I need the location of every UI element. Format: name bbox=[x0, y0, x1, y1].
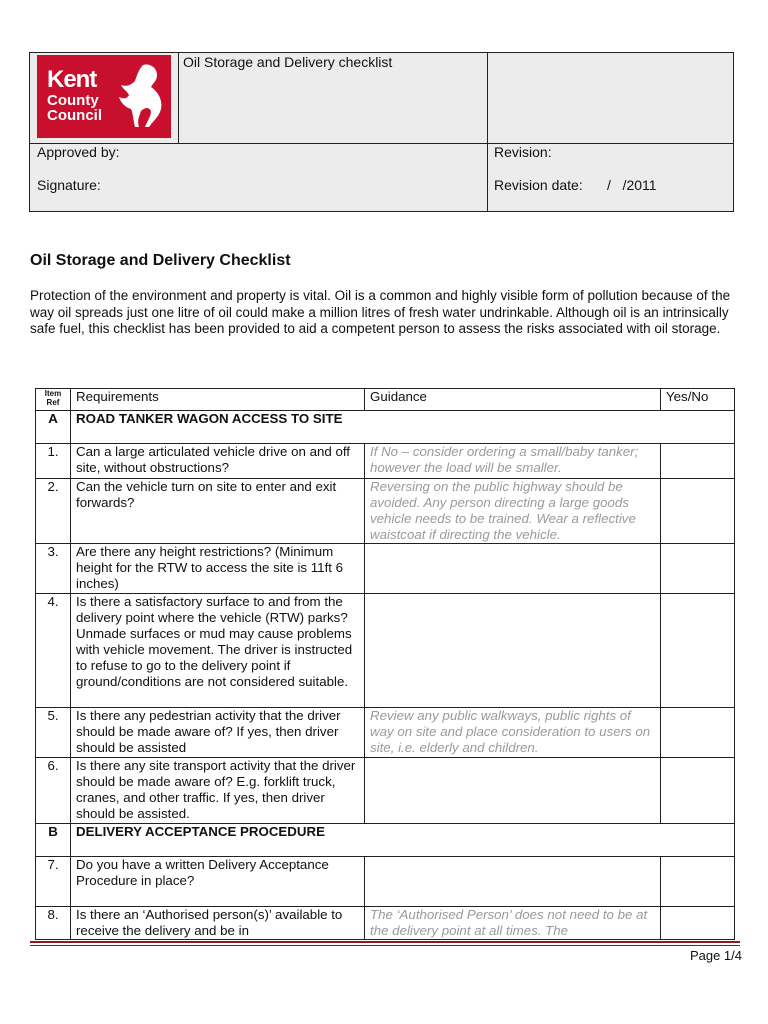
horse-icon bbox=[113, 61, 167, 131]
yes-no-cell[interactable] bbox=[661, 708, 735, 758]
row-guidance: If No – consider ordering a small/baby tanker; however the load will be smaller. bbox=[365, 444, 661, 479]
checklist-table bbox=[35, 388, 735, 940]
yes-no-cell[interactable] bbox=[661, 758, 735, 824]
revision-label: Revision: bbox=[494, 144, 552, 160]
row-requirement: Is there a satisfactory surface to and from the delivery point where the vehicle (RTW) parks? Unmade surfaces or mud may cause problems with vehicle movement. The driver is instructed to refuse to go to the delivery point if ground/conditions are not considered suitable. bbox=[71, 594, 365, 708]
row-requirement: Is there any pedestrian activity that the driver should be made aware of? If yes, then driver should be assisted bbox=[71, 708, 365, 758]
row-requirement: Can a large articulated vehicle drive on and off site, without obstructions? bbox=[71, 444, 365, 479]
table-header-row bbox=[36, 389, 735, 411]
table-row bbox=[36, 708, 735, 758]
row-guidance: Reversing on the public highway should be avoided. Any person directing a large goods vehicle needs to be trained. Wear a reflective waistcoat if directing the vehicle. bbox=[365, 479, 661, 544]
page-title: Oil Storage and Delivery Checklist bbox=[30, 252, 291, 269]
section-title: ROAD TANKER WAGON ACCESS TO SITE bbox=[71, 411, 735, 444]
col-header-requirements: Requirements bbox=[71, 389, 365, 411]
row-ref: 8. bbox=[36, 907, 71, 940]
row-ref: 4. bbox=[36, 594, 71, 708]
row-guidance bbox=[365, 544, 661, 594]
yes-no-cell[interactable] bbox=[661, 544, 735, 594]
row-guidance bbox=[365, 594, 661, 708]
row-guidance: Review any public walkways, public rights of way on site and place consideration to users on site, i.e. elderly and children. bbox=[365, 708, 661, 758]
footer-rule bbox=[30, 941, 740, 943]
row-requirement: Can the vehicle turn on site to enter and exit forwards? bbox=[71, 479, 365, 544]
section-ref: B bbox=[36, 824, 71, 857]
table-row bbox=[36, 479, 735, 544]
page-number: Page 1/4 bbox=[689, 948, 742, 963]
row-ref: 2. bbox=[36, 479, 71, 544]
row-requirement: Is there any site transport activity that the driver should be made aware of? E.g. forklift truck, cranes, and other traffic. If yes, then driver should be assisted. bbox=[71, 758, 365, 824]
footer-rule-thin bbox=[30, 945, 740, 946]
row-guidance bbox=[365, 758, 661, 824]
revision-date-label: Revision date: bbox=[494, 177, 583, 193]
row-guidance bbox=[365, 857, 661, 907]
yes-no-cell[interactable] bbox=[661, 479, 735, 544]
col-header-guidance: Guidance bbox=[365, 389, 661, 411]
intro-paragraph: Protection of the environment and property is vital. Oil is a common and highly visible form of pollution because of the way oil spreads just one litre of oil could make a million litres of fresh water undrinkable. Although oil is an intrinsically safe fuel, this checklist has been provided to aid a competent person to assess the risks associated with oil storage. bbox=[30, 288, 731, 336]
section-row-b bbox=[36, 824, 735, 857]
table-row bbox=[36, 907, 735, 940]
row-requirement: Are there any height restrictions? (Minimum height for the RTW to access the site is 11ft 6 inches) bbox=[71, 544, 365, 594]
row-ref: 7. bbox=[36, 857, 71, 907]
row-guidance: The ‘Authorised Person’ does not need to be at the delivery point at all times. The bbox=[365, 907, 661, 940]
approved-by-label: Approved by: bbox=[37, 144, 120, 160]
signature-label: Signature: bbox=[37, 177, 101, 193]
table-row bbox=[36, 857, 735, 907]
section-row-a bbox=[36, 411, 735, 444]
table-row bbox=[36, 594, 735, 708]
kent-county-council-logo: Kent County Council bbox=[37, 55, 171, 138]
row-requirement: Is there an ‘Authorised person(s)’ available to receive the delivery and be in bbox=[71, 907, 365, 940]
yes-no-cell[interactable] bbox=[661, 444, 735, 479]
table-row bbox=[36, 544, 735, 594]
table-row bbox=[36, 444, 735, 479]
table-row bbox=[36, 758, 735, 824]
section-ref: A bbox=[36, 411, 71, 444]
doc-title: Oil Storage and Delivery checklist bbox=[183, 54, 393, 70]
row-ref: 3. bbox=[36, 544, 71, 594]
row-requirement: Do you have a written Delivery Acceptance Procedure in place? bbox=[71, 857, 365, 907]
row-ref: 1. bbox=[36, 444, 71, 479]
yes-no-cell[interactable] bbox=[661, 594, 735, 708]
yes-no-cell[interactable] bbox=[661, 857, 735, 907]
section-title: DELIVERY ACCEPTANCE PROCEDURE bbox=[71, 824, 735, 857]
col-header-ref: Item Ref bbox=[36, 389, 71, 411]
col-header-yesno: Yes/No bbox=[661, 389, 735, 411]
row-ref: 5. bbox=[36, 708, 71, 758]
revision-date-value: / /2011 bbox=[607, 177, 657, 193]
row-ref: 6. bbox=[36, 758, 71, 824]
yes-no-cell[interactable] bbox=[661, 907, 735, 940]
